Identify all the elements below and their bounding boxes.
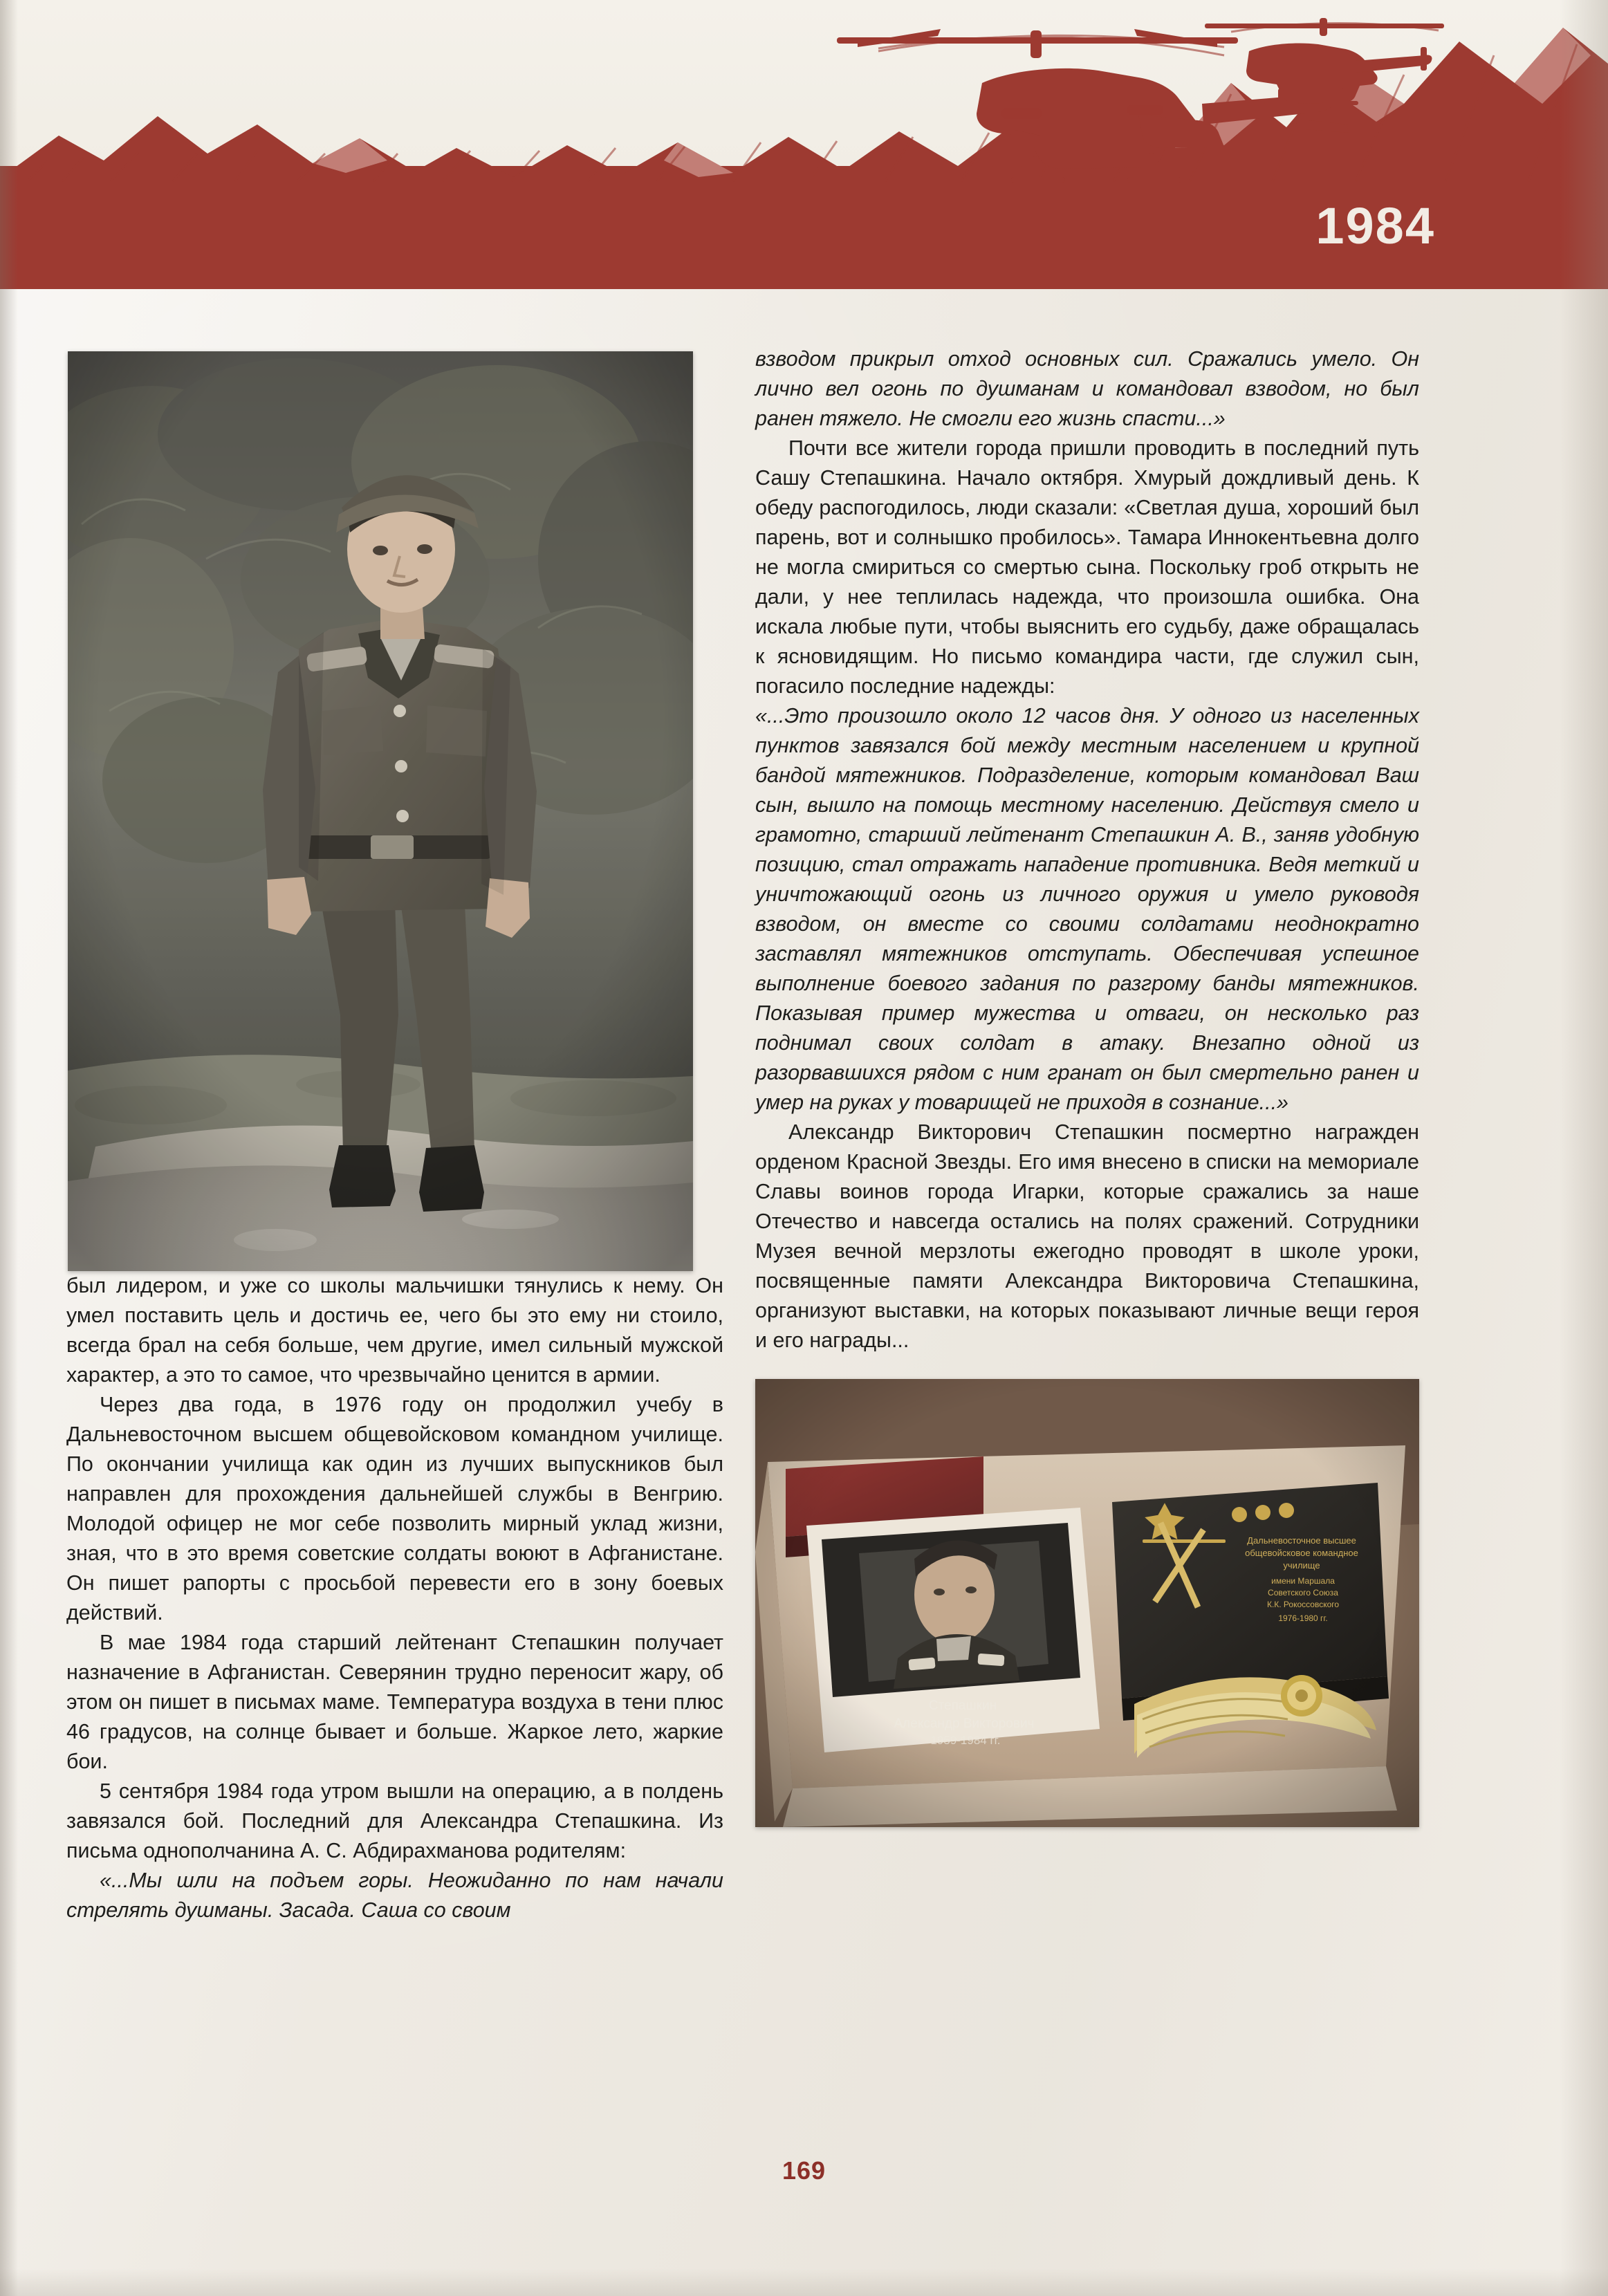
page-content [0, 289, 1608, 2296]
paragraph: Через два года, в 1976 году он продолжил учебу в Дальневосточном высшем общевойсковом командном училище. По окончании училища как один из лучших выпускников был направлен для прохождения дальнейшей службы в Венгрию. Молодой офицер не мог себе позволить мирный уклад жизни, зная, что в это время советские солдаты воюют в Афганистане. Он пишет рапорты с просьбой перевести его в зону боевых действий. [66, 1393, 723, 1624]
page-banner [0, 0, 1608, 289]
paragraph-quote: «...Это произошло около 12 часов дня. У одного из населенных пунктов завязался бой между местным населением и крупной бандой мятежников. Подразделение, которым командовал Ваш сын, вышло на помощь местному населению. Действуя смело и грамотно, старший лейтенант Степашкин А. В., заняв удобную позицию, стал отражать нападение противника. Ведя меткий и уничтожающий огонь из личного оружия и умело руководя взводом, он вместе со своими солдатами неоднократно заставлял мятежников отступать. Обеспечивая успешное выполнение боевого задания по разгрому банды мятежников. Показывая пример мужества и отваги, он несколько раз поднимал своих солдат в атаку. Внезапно одной из разорвавшихся рядом с ним гранат он был смертельно ранен и умер на руках у товарищей не приходя в сознание...» [755, 704, 1419, 1114]
paragraph: Почти все жители города пришли проводить в последний путь Сашу Степашкина. Начало октября. Хмурый дождливый день. К обеду распогодилось, люди сказали: «Светлая душа, хороший был парень, вот и солнышко пробилось». Тамара Иннокентьевна долго не могла смириться со смертью сына. Поскольку гроб открыть не дали, у нее теплилась надежда, что произошла ошибка. Она искала любые пути, чтобы выяснить его судьбу, даже обращалась к ясновидящим. Но письмо командира части, где служил сын, погасило последние надежды: [755, 436, 1419, 698]
photo-memorial-display-case [755, 1379, 1419, 1827]
paragraph: 5 сентября 1984 года утром вышли на операцию, а в полдень завязался бой. Последний для Александра Степашкина. Из письма однополчанина А. С. Абдирахманова родителям: [66, 1779, 723, 1862]
paragraph: Александр Викторович Степашкин посмертно награжден орденом Красной Звезды. Его имя внесено в списки на мемориале Славы воинов города Игарки, которые сражались за наше Отечество и навсегда остались на полях сражений. Сотрудники Музея вечной мерзлоты ежегодно проводят в школе уроки, посвященные памяти Александра Викторовича Степашкина, организуют выставки, на которых показывают личные вещи героя и его награды... [755, 1120, 1419, 1352]
paragraph: В мае 1984 года старший лейтенант Степашкин получает назначение в Афганистан. Северянин трудно переносит жару, об этом он пишет в письмах маме. Температура воздуха в тени плюс 46 градусов, на солнце бывает и больше. Жаркое лето, жаркие бои. [66, 1631, 723, 1773]
paragraph-quote: взводом прикрыл отход основных сил. Сражались умело. Он лично вел огонь по душманам и командовал взводом, но был ранен тяжело. Не смогли его жизнь спасти...» [755, 347, 1419, 430]
banner-year: 1984 [1315, 197, 1435, 254]
paragraph-quote: «...Мы шли на подъем горы. Неожиданно по нам начали стрелять душманы. Засада. Саша со своим [66, 1869, 723, 1922]
photo-soldier-portrait [68, 351, 693, 1271]
left-column [66, 351, 723, 1925]
page-number: 169 [782, 2156, 826, 2185]
paragraph: был лидером, и уже со школы мальчишки тянулись к нему. Он умел поставить цель и достичь ее, чего бы это ему ни стоило, всегда брал на себя больше, чем другие, имел сильный мужской характер, а это то самое, что чрезвычайно ценится в армии. [66, 1274, 723, 1387]
right-column [755, 344, 1419, 1827]
